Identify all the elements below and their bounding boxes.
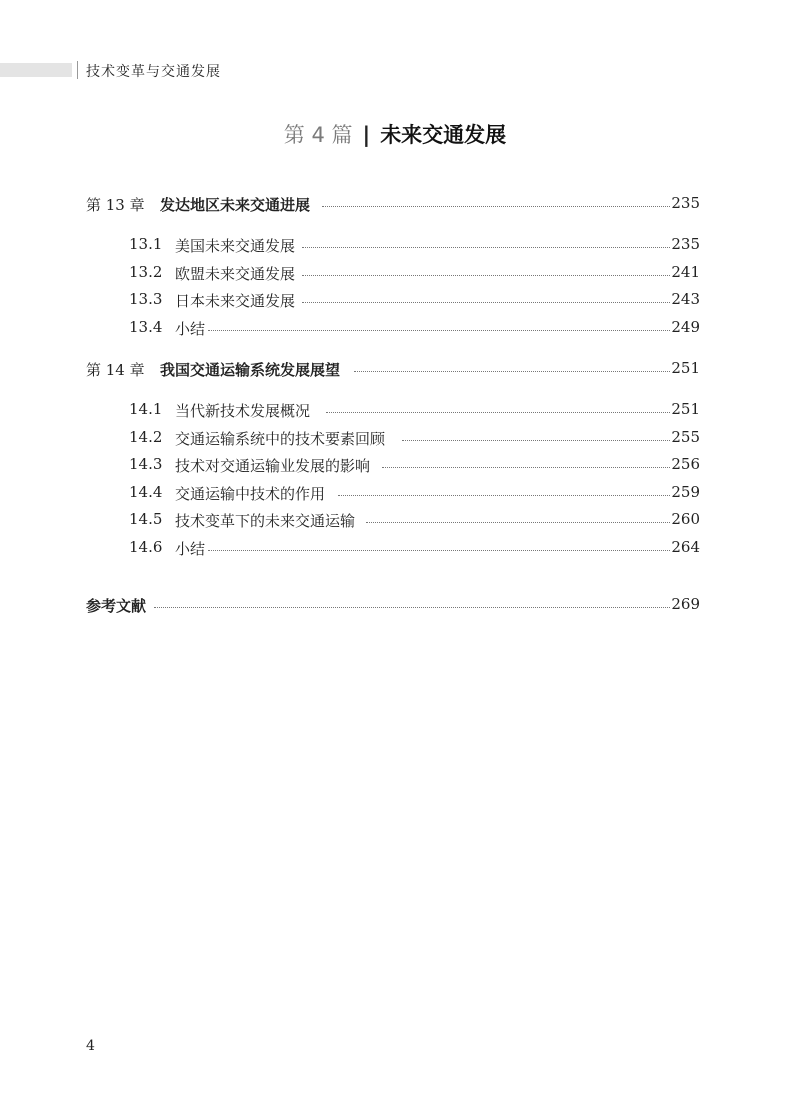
toc-section-13-2[interactable] [0, 263, 790, 285]
toc-section-14-3[interactable] [0, 455, 790, 477]
references-title: 参考文献 [86, 597, 147, 615]
dot-leader [154, 607, 670, 608]
toc-references[interactable] [0, 595, 790, 617]
toc-section-14-4[interactable] [0, 483, 790, 505]
dot-leader [302, 247, 670, 248]
section-number: 13.3 [129, 290, 163, 308]
section-number: 13.4 [129, 318, 163, 336]
section-title: 欧盟未来交通发展 [175, 265, 296, 283]
dot-leader [302, 302, 670, 303]
page-number: 260 [671, 510, 700, 528]
page-number: 249 [671, 318, 700, 336]
part-title [0, 119, 790, 149]
section-title: 日本未来交通发展 [175, 292, 296, 310]
page-number: 235 [671, 194, 700, 212]
folio-page-number: 4 [86, 1038, 95, 1054]
toc-section-14-1[interactable] [0, 400, 790, 422]
section-number: 14.6 [129, 538, 163, 556]
running-head: 技术变革与交通发展 [86, 64, 221, 80]
section-number: 14.5 [129, 510, 163, 528]
dot-leader [302, 275, 670, 276]
dot-leader [402, 440, 670, 441]
part-separator: | [362, 123, 371, 147]
dot-leader [366, 522, 670, 523]
page-number: 235 [671, 235, 700, 253]
section-title: 小结 [175, 320, 206, 338]
section-number: 14.2 [129, 428, 163, 446]
toc-section-14-2[interactable] [0, 428, 790, 450]
dot-leader [322, 206, 670, 207]
section-title: 当代新技术发展概况 [175, 402, 311, 420]
toc-section-13-4[interactable] [0, 318, 790, 340]
chapter-number: 第 13 章 [86, 196, 145, 214]
section-title: 交通运输系统中的技术要素回顾 [175, 430, 386, 448]
chapter-title: 我国交通运输系统发展展望 [160, 361, 341, 379]
section-number: 13.2 [129, 263, 163, 281]
section-title: 小结 [175, 540, 206, 558]
section-number: 14.4 [129, 483, 163, 501]
toc-section-13-3[interactable] [0, 290, 790, 312]
page-number: 264 [671, 538, 700, 556]
section-title: 美国未来交通发展 [175, 237, 296, 255]
dot-leader [382, 467, 670, 468]
page-number: 241 [671, 263, 700, 281]
toc-section-13-1[interactable] [0, 235, 790, 257]
section-number: 13.1 [129, 235, 163, 253]
page-number: 256 [671, 455, 700, 473]
toc-section-14-5[interactable] [0, 510, 790, 532]
dot-leader [208, 330, 670, 331]
toc-section-14-6[interactable] [0, 538, 790, 560]
dot-leader [354, 371, 670, 372]
page-number: 269 [671, 595, 700, 613]
section-number: 14.1 [129, 400, 163, 418]
part-name: 未来交通发展 [380, 123, 507, 147]
dot-leader [208, 550, 670, 551]
part-label: 第 4 篇 [283, 123, 353, 147]
header-band [0, 63, 72, 77]
dot-leader [338, 495, 670, 496]
section-title: 技术对交通运输业发展的影响 [175, 457, 371, 475]
page-number: 243 [671, 290, 700, 308]
section-number: 14.3 [129, 455, 163, 473]
header-rule [77, 61, 78, 79]
toc-chapter-13[interactable] [0, 194, 790, 216]
page-number: 251 [671, 400, 700, 418]
section-title: 交通运输中技术的作用 [175, 485, 326, 503]
dot-leader [326, 412, 670, 413]
chapter-number: 第 14 章 [86, 361, 145, 379]
toc-chapter-14[interactable] [0, 359, 790, 381]
page-number: 251 [671, 359, 700, 377]
page-number: 255 [671, 428, 700, 446]
chapter-title: 发达地区未来交通进展 [160, 196, 311, 214]
section-title: 技术变革下的未来交通运输 [175, 512, 356, 530]
page-number: 259 [671, 483, 700, 501]
